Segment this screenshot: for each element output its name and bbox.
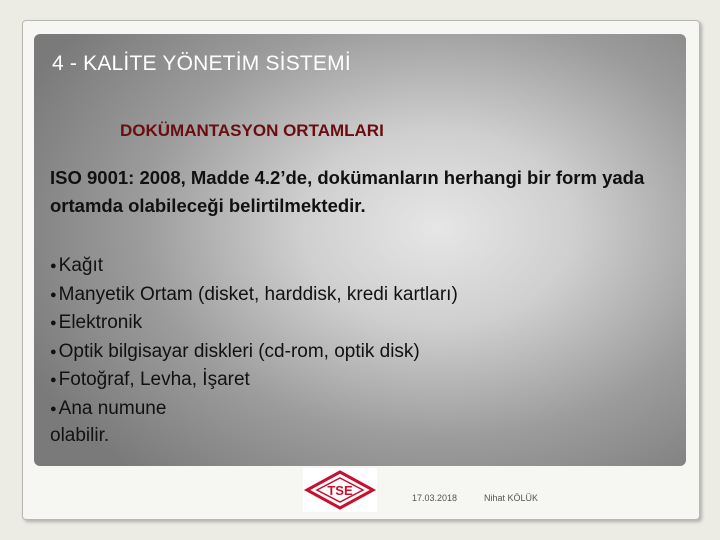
tse-logo-icon bbox=[303, 468, 377, 512]
list-item bbox=[50, 395, 458, 424]
list-item-text: Manyetik Ortam (disket, harddisk, kredi kartları) bbox=[58, 283, 458, 305]
list-item-text: Ana numune bbox=[58, 397, 167, 419]
tse-logo bbox=[303, 468, 377, 512]
list-item-text: Fotoğraf, Levha, İşaret bbox=[58, 369, 250, 390]
list-item bbox=[50, 309, 458, 338]
intro-paragraph: ISO 9001: 2008, Madde 4.2’de, dokümanların herhangi bir form yada ortamda olabileceği belirtilmektedir. bbox=[50, 167, 645, 216]
slide-title: 4 - KALİTE YÖNETİM SİSTEMİ bbox=[52, 52, 351, 75]
bullet-icon: ● bbox=[50, 288, 57, 301]
bullet-list bbox=[50, 252, 458, 423]
closing-text: olabilir. bbox=[50, 425, 110, 446]
bullet-icon: ● bbox=[50, 374, 57, 386]
list-item-text: Elektronik bbox=[58, 312, 143, 333]
footer-author: Nihat KÖLÜK bbox=[484, 493, 539, 503]
tse-logo-text: TSE bbox=[327, 483, 353, 498]
bullet-icon: ● bbox=[50, 317, 57, 329]
bullet-icon: ● bbox=[50, 402, 57, 415]
section-subtitle: DOKÜMANTASYON ORTAMLARI bbox=[120, 121, 384, 140]
bullet-icon: ● bbox=[50, 260, 57, 272]
list-item bbox=[50, 281, 458, 310]
list-item bbox=[50, 366, 458, 395]
list-item-text: Optik bilgisayar diskleri (cd-rom, optik disk) bbox=[58, 340, 420, 362]
list-item bbox=[50, 338, 458, 367]
list-item bbox=[50, 252, 458, 281]
list-item-text: Kağıt bbox=[58, 255, 104, 276]
slide-content-panel bbox=[34, 34, 686, 466]
bullet-icon: ● bbox=[50, 345, 57, 358]
footer-date: 17.03.2018 bbox=[412, 493, 458, 503]
